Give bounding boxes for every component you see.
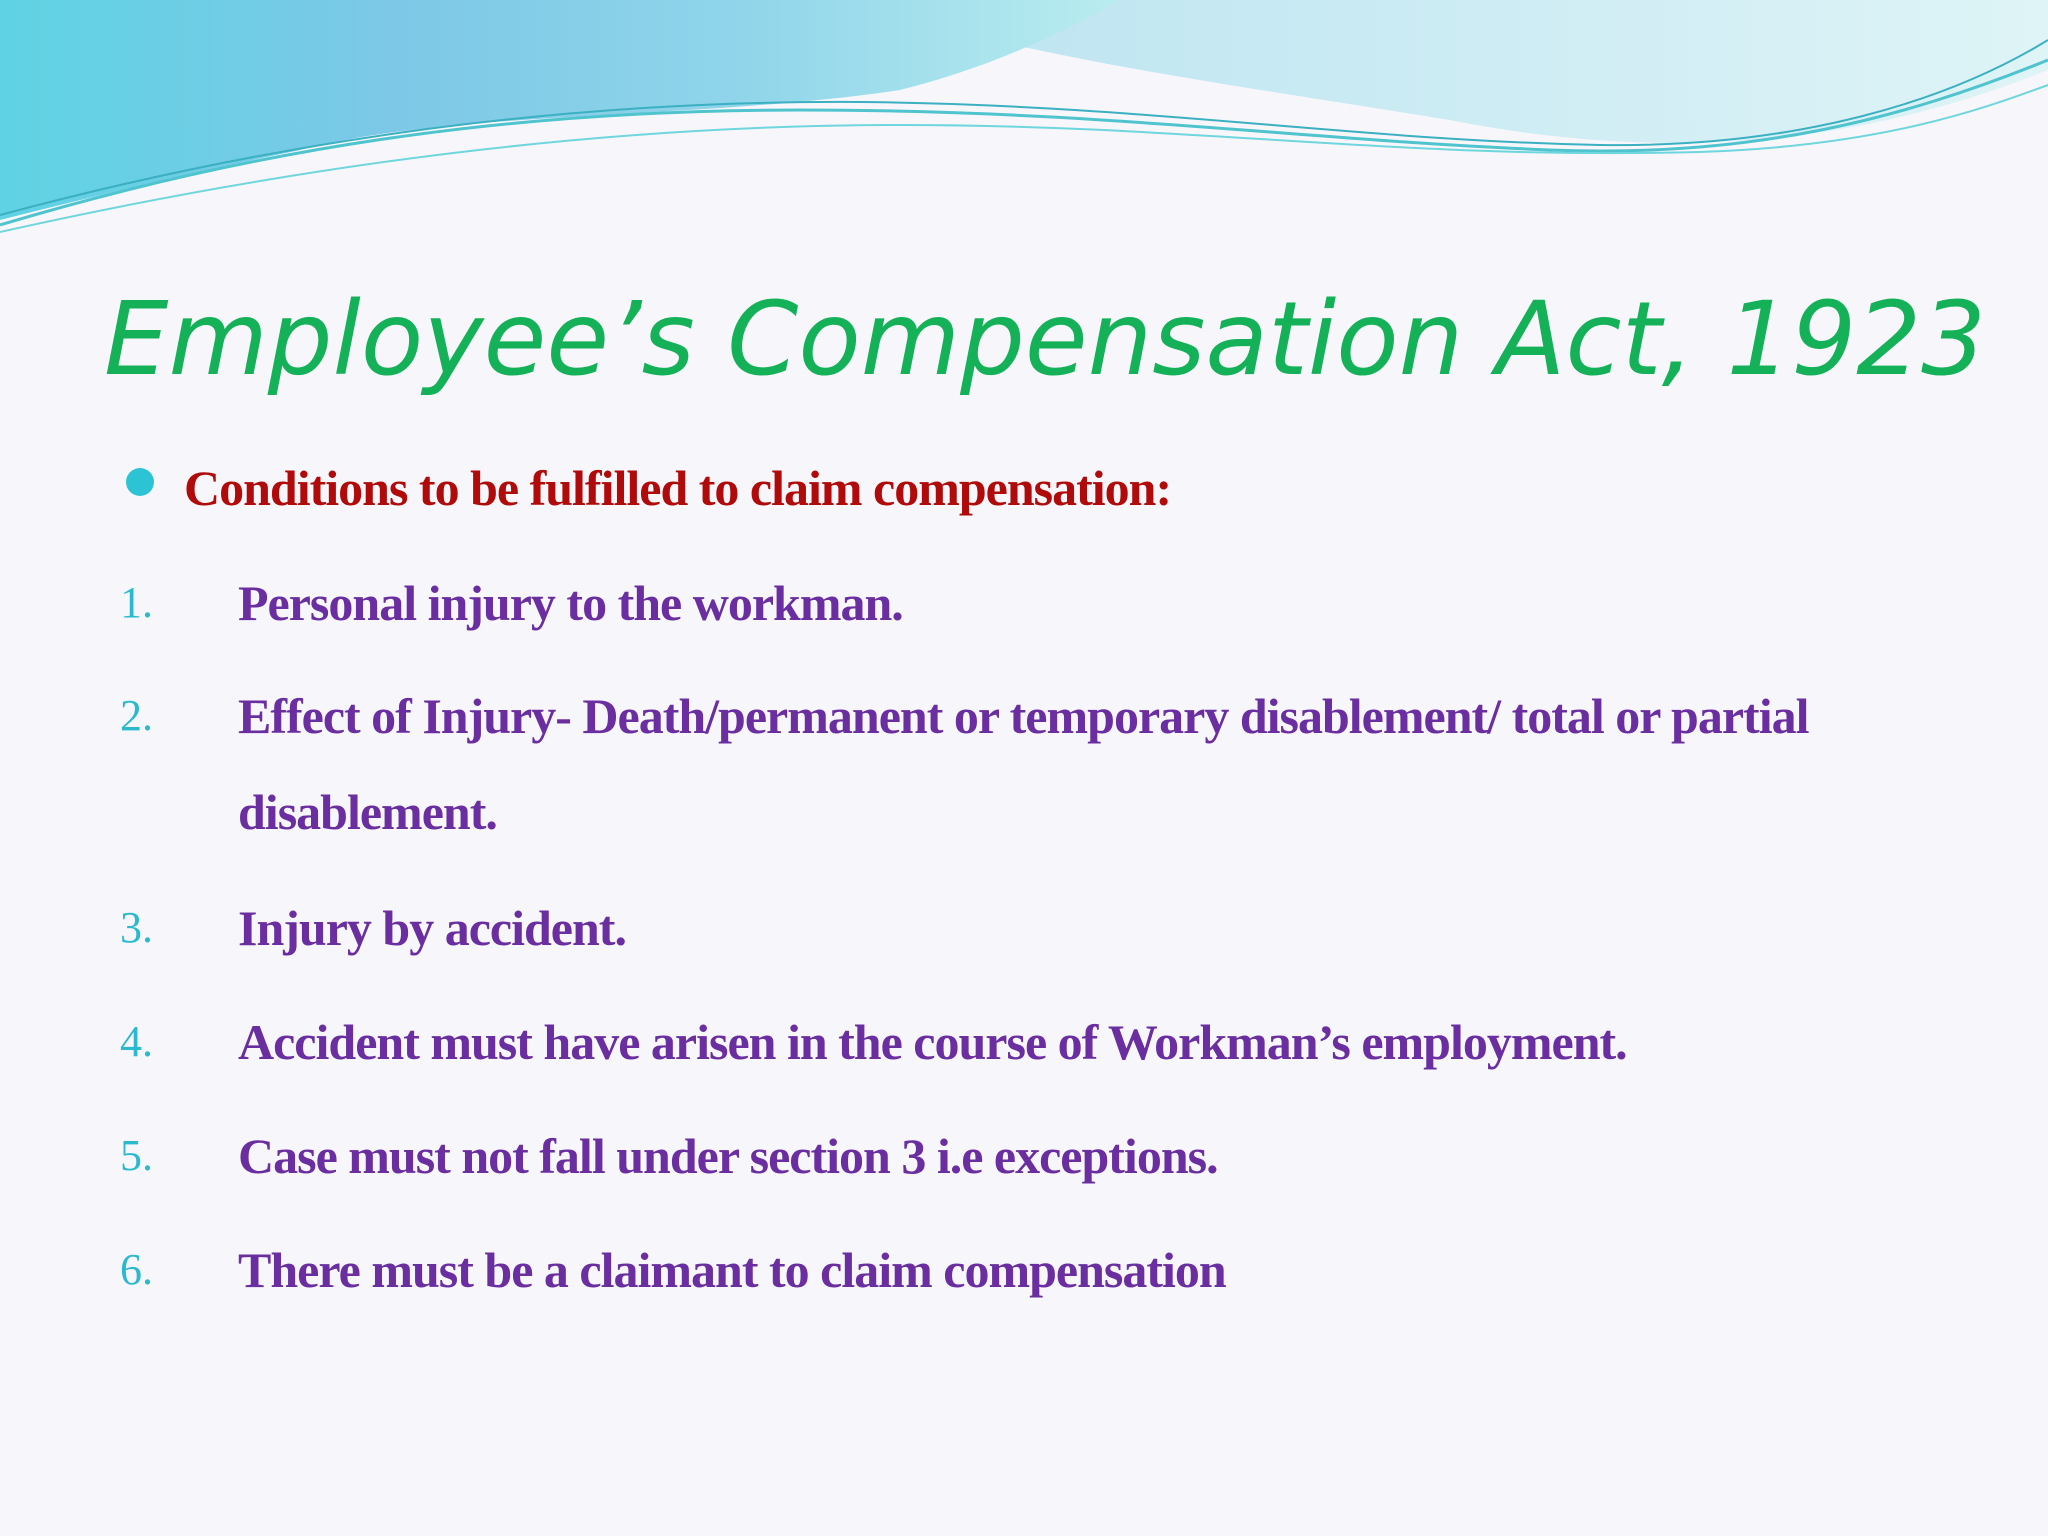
list-item-number: 2. bbox=[120, 691, 153, 740]
list-item-text: Injury by accident. bbox=[238, 900, 626, 956]
list-item-number: 4. bbox=[120, 1017, 153, 1066]
list-item-text: Effect of Injury- Death/permanent or temporary disablement/ total or partial disablement. bbox=[238, 688, 1809, 840]
list-item-number: 5. bbox=[120, 1131, 153, 1180]
list-item-text: Personal injury to the workman. bbox=[238, 575, 903, 631]
slide-title: Employee’s Compensation Act, 1923 bbox=[104, 280, 1987, 399]
list-item-text: Accident must have arisen in the course of Workman’s employment. bbox=[238, 1014, 1627, 1070]
list-item-text: There must be a claimant to claim compensation bbox=[238, 1242, 1226, 1298]
conditions-heading: Conditions to be fulfilled to claim compensation: bbox=[184, 460, 1172, 516]
list-item-number: 3. bbox=[120, 903, 153, 952]
list-item-text: Case must not fall under section 3 i.e exceptions. bbox=[238, 1128, 1218, 1184]
list-item-number: 1. bbox=[120, 578, 153, 627]
list-item-number: 6. bbox=[120, 1245, 153, 1294]
